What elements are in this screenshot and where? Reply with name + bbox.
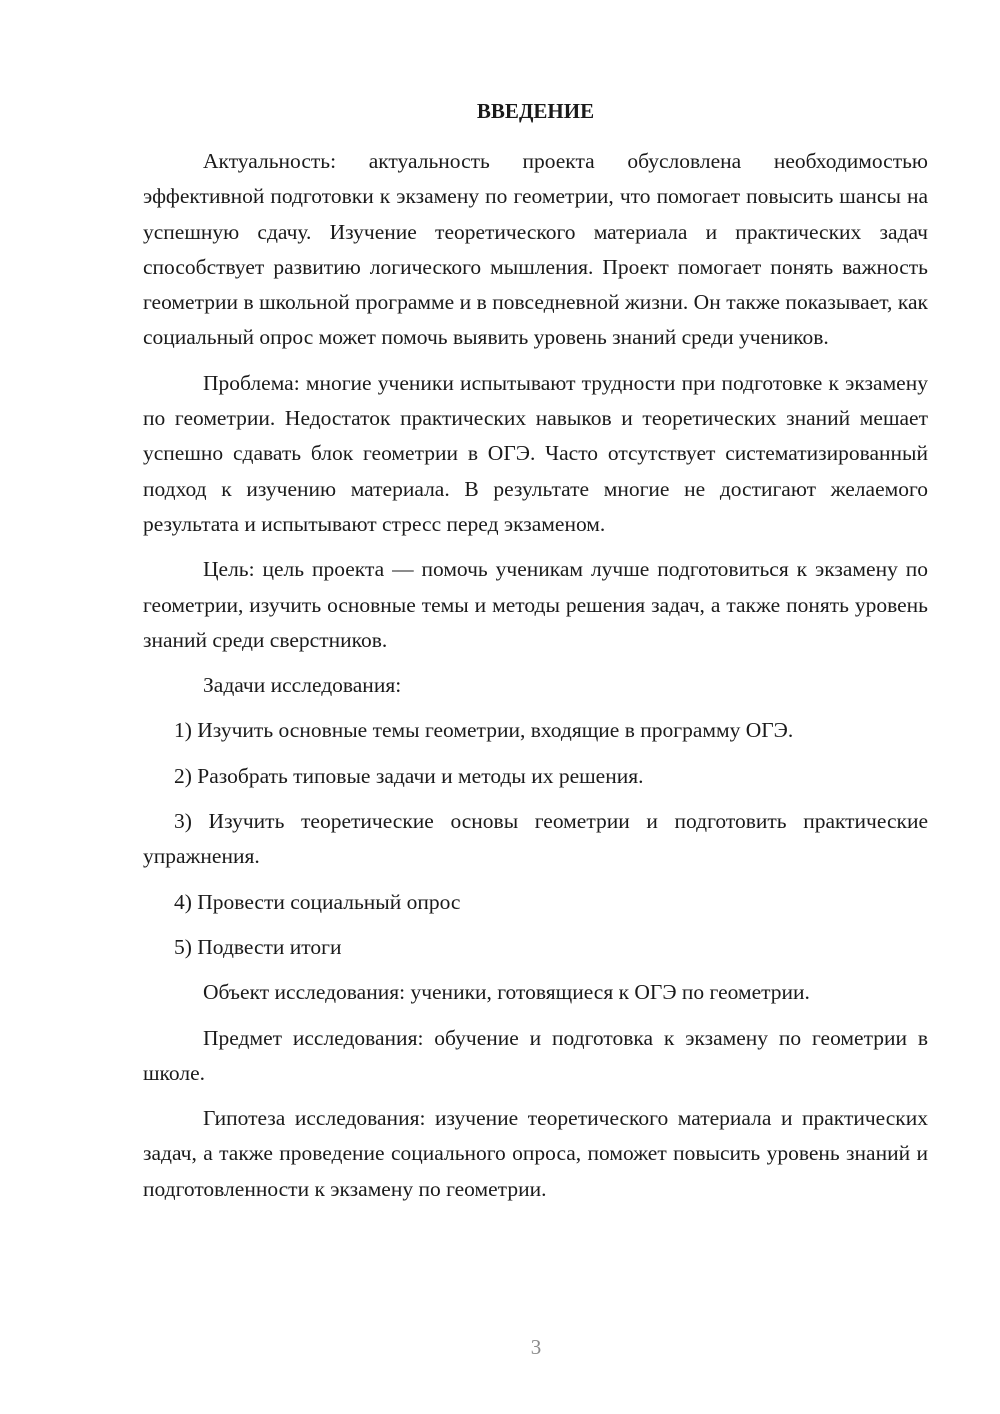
problem-paragraph: Проблема: многие ученики испытывают трудности при подготовке к экзамену по геометрии. Недостаток практических навыков и теоретических знаний мешает успешно сдавать блок геометрии в ОГЭ. Часто отсутствует систематизированный подход к изучению материала. В результате многие не достигают желаемого результата и испытывают стресс перед экзаменом. (143, 370, 928, 536)
subject-paragraph: Предмет исследования: обучение и подготовка к экзамену по геометрии в школе. (143, 1025, 928, 1085)
task-item: 3) Изучить теоретические основы геометрии и подготовить практические упражнения. (143, 809, 928, 869)
document-page (143, 96, 928, 1207)
page-number: 3 (530, 1335, 542, 1359)
object-paragraph: Объект исследования: ученики, готовящиеся к ОГЭ по геометрии. (203, 980, 810, 1005)
page-title: ВВЕДЕНИЕ (476, 99, 595, 123)
tasks-heading: Задачи исследования: (203, 673, 402, 698)
task-item: 1) Изучить основные темы геометрии, входящие в программу ОГЭ. (174, 718, 794, 743)
task-item: 4) Провести социальный опрос (174, 889, 461, 914)
goal-paragraph: Цель: цель проекта — помочь ученикам лучше подготовиться к экзамену по геометрии, изучить основные темы и методы решения задач, а также понять уровень знаний среди сверстников. (143, 557, 928, 652)
task-item: 5) Подвести итоги (174, 934, 342, 959)
relevance-paragraph: Актуальность: актуальность проекта обусловлена необходимостью эффективной подготовки к экзамену по геометрии, что помогает повысить шансы на успешную сдачу. Изучение теоретического материала и практических задач способствует развитию логического мышления. Проект помогает понять важность геометрии в школьной программе и в повседневной жизни. Он также показывает, как социальный опрос может помочь выявить уровень знаний среди учеников. (143, 149, 928, 350)
hypothesis-paragraph: Гипотеза исследования: изучение теоретического материала и практических задач, а также проведение социального опроса, поможет повысить уровень знаний и подготовленности к экзамену по геометрии. (143, 1106, 928, 1201)
task-item: 2) Разобрать типовые задачи и методы их решения. (174, 763, 644, 788)
tasks-list (143, 713, 928, 965)
